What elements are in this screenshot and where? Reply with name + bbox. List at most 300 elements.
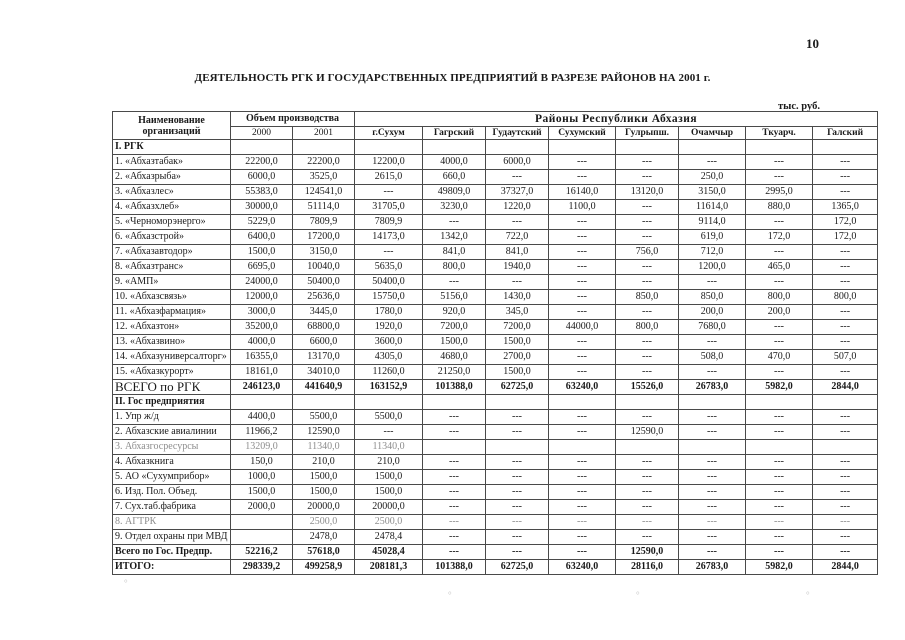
value-cell: 50400,0 [293, 275, 355, 290]
value-cell: 101388,0 [423, 560, 486, 575]
value-cell: --- [616, 155, 679, 170]
value-cell [679, 440, 746, 455]
value-cell: --- [813, 515, 878, 530]
value-cell: --- [616, 305, 679, 320]
value-cell [813, 140, 878, 155]
value-cell: --- [746, 470, 813, 485]
value-cell: 68800,0 [293, 320, 355, 335]
value-cell: 1500,0 [293, 485, 355, 500]
table-row [113, 380, 878, 395]
value-cell: 1500,0 [231, 485, 293, 500]
value-cell: --- [549, 530, 616, 545]
row-label: Всего по Гос. Предпр. [113, 545, 231, 560]
value-cell: 22200,0 [231, 155, 293, 170]
row-label: 14. «Абхазуниверсалторг» [113, 350, 231, 365]
value-cell: 841,0 [486, 245, 549, 260]
value-cell: 13120,0 [616, 185, 679, 200]
header-region: Гулрыпш. [616, 127, 679, 140]
value-cell: 13170,0 [293, 350, 355, 365]
table-row [113, 140, 878, 155]
row-label: 5. АО «Сухумприбор» [113, 470, 231, 485]
value-cell: 499258,9 [293, 560, 355, 575]
header-name: Наименование организаций [113, 112, 231, 140]
value-cell: --- [549, 365, 616, 380]
row-label: 5. «Черноморэнерго» [113, 215, 231, 230]
table-row [113, 515, 878, 530]
value-cell: 63240,0 [549, 380, 616, 395]
value-cell: 24000,0 [231, 275, 293, 290]
value-cell [813, 440, 878, 455]
value-cell: 841,0 [423, 245, 486, 260]
value-cell: --- [746, 335, 813, 350]
row-label: 13. «Абхазвино» [113, 335, 231, 350]
table-row [113, 440, 878, 455]
row-label: 3. Абхазгосресурсы [113, 440, 231, 455]
value-cell: --- [813, 170, 878, 185]
value-cell: --- [813, 500, 878, 515]
value-cell: 2995,0 [746, 185, 813, 200]
value-cell: --- [813, 485, 878, 500]
value-cell: 172,0 [813, 215, 878, 230]
value-cell: --- [616, 500, 679, 515]
value-cell: 800,0 [423, 260, 486, 275]
value-cell: --- [423, 545, 486, 560]
row-label: I. РГК [113, 140, 231, 155]
row-label: 9. Отдел охраны при МВД [113, 530, 231, 545]
value-cell: 16140,0 [549, 185, 616, 200]
value-cell [293, 395, 355, 410]
value-cell: --- [616, 275, 679, 290]
value-cell [231, 140, 293, 155]
row-label: 12. «Абхазтон» [113, 320, 231, 335]
value-cell: --- [423, 275, 486, 290]
value-cell: 2500,0 [293, 515, 355, 530]
value-cell: --- [486, 530, 549, 545]
value-cell: 18161,0 [231, 365, 293, 380]
value-cell: 441640,9 [293, 380, 355, 395]
value-cell: --- [679, 455, 746, 470]
value-cell: 465,0 [746, 260, 813, 275]
value-cell: 35200,0 [231, 320, 293, 335]
value-cell: --- [486, 410, 549, 425]
value-cell: --- [746, 245, 813, 260]
value-cell: --- [679, 485, 746, 500]
value-cell: --- [355, 425, 423, 440]
value-cell: --- [746, 275, 813, 290]
value-cell: 210,0 [355, 455, 423, 470]
value-cell: --- [486, 485, 549, 500]
value-cell: 250,0 [679, 170, 746, 185]
value-cell: 1430,0 [486, 290, 549, 305]
value-cell: 800,0 [813, 290, 878, 305]
value-cell: 11966,2 [231, 425, 293, 440]
value-cell: --- [679, 545, 746, 560]
value-cell: --- [679, 275, 746, 290]
table-row [113, 530, 878, 545]
value-cell: 1500,0 [355, 470, 423, 485]
value-cell: --- [746, 500, 813, 515]
value-cell: 22200,0 [293, 155, 355, 170]
table-row [113, 335, 878, 350]
table-row [113, 365, 878, 380]
table-row [113, 155, 878, 170]
value-cell: --- [549, 425, 616, 440]
value-cell [293, 140, 355, 155]
value-cell: --- [486, 275, 549, 290]
value-cell: --- [813, 455, 878, 470]
value-cell: 3230,0 [423, 200, 486, 215]
value-cell: 6000,0 [486, 155, 549, 170]
value-cell: 2700,0 [486, 350, 549, 365]
value-cell: --- [746, 170, 813, 185]
header-region: Ткуарч. [746, 127, 813, 140]
row-label: 8. АГТРК [113, 515, 231, 530]
value-cell: --- [616, 530, 679, 545]
value-cell [549, 440, 616, 455]
value-cell: 17200,0 [293, 230, 355, 245]
value-cell: --- [746, 410, 813, 425]
table-row [113, 455, 878, 470]
value-cell: --- [486, 500, 549, 515]
value-cell: 11340,0 [355, 440, 423, 455]
value-cell [679, 140, 746, 155]
row-label: II. Гос предприятия [113, 395, 231, 410]
row-label: ИТОГО: [113, 560, 231, 575]
header-region: Очамчыр [679, 127, 746, 140]
value-cell: 15526,0 [616, 380, 679, 395]
value-cell: 57618,0 [293, 545, 355, 560]
value-cell: --- [679, 155, 746, 170]
value-cell: 12590,0 [293, 425, 355, 440]
value-cell: --- [549, 545, 616, 560]
value-cell: --- [423, 410, 486, 425]
scan-mark: ° [806, 590, 810, 600]
value-cell: 4305,0 [355, 350, 423, 365]
value-cell: 4400,0 [231, 410, 293, 425]
value-cell: --- [423, 530, 486, 545]
value-cell: --- [549, 215, 616, 230]
value-cell: 200,0 [746, 305, 813, 320]
table-row [113, 245, 878, 260]
table-row [113, 305, 878, 320]
value-cell [486, 140, 549, 155]
value-cell: 3600,0 [355, 335, 423, 350]
value-cell: --- [549, 410, 616, 425]
table-row [113, 500, 878, 515]
value-cell: --- [616, 335, 679, 350]
value-cell: --- [486, 545, 549, 560]
value-cell: --- [549, 515, 616, 530]
value-cell: 7809,9 [293, 215, 355, 230]
value-cell: 28116,0 [616, 560, 679, 575]
value-cell: --- [423, 500, 486, 515]
value-cell: --- [549, 485, 616, 500]
value-cell: 15750,0 [355, 290, 423, 305]
value-cell: --- [616, 365, 679, 380]
value-cell: 26783,0 [679, 380, 746, 395]
scan-mark: ° [448, 590, 452, 600]
value-cell: 63240,0 [549, 560, 616, 575]
value-cell: --- [549, 245, 616, 260]
header-year-2001: 2001 [293, 127, 355, 140]
value-cell: --- [486, 470, 549, 485]
value-cell: 6600,0 [293, 335, 355, 350]
value-cell: 850,0 [616, 290, 679, 305]
value-cell [423, 440, 486, 455]
value-cell: --- [813, 545, 878, 560]
row-label: 6. Изд. Пол. Объед. [113, 485, 231, 500]
row-label: 2. Абхазские авиалинии [113, 425, 231, 440]
value-cell: 850,0 [679, 290, 746, 305]
value-cell: 1500,0 [231, 245, 293, 260]
value-cell: 722,0 [486, 230, 549, 245]
value-cell: 172,0 [813, 230, 878, 245]
value-cell: 12000,0 [231, 290, 293, 305]
value-cell: --- [679, 470, 746, 485]
table-row [113, 560, 878, 575]
value-cell: --- [813, 365, 878, 380]
value-cell: --- [813, 410, 878, 425]
row-label: 15. «Абхазкурорт» [113, 365, 231, 380]
table-row [113, 485, 878, 500]
value-cell [679, 395, 746, 410]
value-cell: --- [423, 215, 486, 230]
value-cell: 6695,0 [231, 260, 293, 275]
value-cell [486, 395, 549, 410]
value-cell: 712,0 [679, 245, 746, 260]
value-cell: 172,0 [746, 230, 813, 245]
value-cell: 44000,0 [549, 320, 616, 335]
value-cell: 298339,2 [231, 560, 293, 575]
header-region: Сухумский [549, 127, 616, 140]
value-cell: --- [679, 530, 746, 545]
value-cell: --- [746, 530, 813, 545]
value-cell: 7200,0 [486, 320, 549, 335]
value-cell: 2478,4 [355, 530, 423, 545]
table-row [113, 545, 878, 560]
value-cell: --- [679, 410, 746, 425]
value-cell: 3525,0 [293, 170, 355, 185]
table-row [113, 185, 878, 200]
table-row [113, 425, 878, 440]
document-title: ДЕЯТЕЛЬНОСТЬ РГК И ГОСУДАРСТВЕННЫХ ПРЕДПРИЯТИЙ В РАЗРЕЗЕ РАЙОНОВ НА 2001 г. [194, 72, 711, 84]
value-cell: --- [746, 320, 813, 335]
value-cell: --- [746, 155, 813, 170]
value-cell: 1940,0 [486, 260, 549, 275]
value-cell: --- [549, 305, 616, 320]
value-cell: --- [549, 275, 616, 290]
value-cell: --- [679, 425, 746, 440]
value-cell: --- [549, 170, 616, 185]
value-cell: 1200,0 [679, 260, 746, 275]
table-row [113, 260, 878, 275]
value-cell [486, 440, 549, 455]
value-cell: 11260,0 [355, 365, 423, 380]
value-cell: 7809,9 [355, 215, 423, 230]
value-cell: 3150,0 [293, 245, 355, 260]
value-cell: --- [813, 530, 878, 545]
header-region: Галский [813, 127, 878, 140]
value-cell: --- [746, 215, 813, 230]
value-cell: 7680,0 [679, 320, 746, 335]
value-cell: --- [355, 185, 423, 200]
value-cell: --- [486, 515, 549, 530]
row-label: 10. «Абхазсвязь» [113, 290, 231, 305]
value-cell: 5229,0 [231, 215, 293, 230]
value-cell: --- [549, 335, 616, 350]
value-cell: 16355,0 [231, 350, 293, 365]
page-number: 10 [806, 36, 819, 51]
value-cell: --- [549, 155, 616, 170]
value-cell: 2000,0 [231, 500, 293, 515]
value-cell: --- [355, 245, 423, 260]
value-cell [549, 140, 616, 155]
value-cell: 14173,0 [355, 230, 423, 245]
value-cell: 12590,0 [616, 425, 679, 440]
value-cell [355, 140, 423, 155]
value-cell: 37327,0 [486, 185, 549, 200]
value-cell: 34010,0 [293, 365, 355, 380]
value-cell: 1780,0 [355, 305, 423, 320]
row-label: 2. «Абхазрыба» [113, 170, 231, 185]
value-cell: 1342,0 [423, 230, 486, 245]
value-cell: 50400,0 [355, 275, 423, 290]
value-cell: --- [616, 470, 679, 485]
value-cell: --- [746, 365, 813, 380]
table-row [113, 230, 878, 245]
scan-mark: ° [124, 578, 128, 588]
value-cell: --- [813, 305, 878, 320]
value-cell: --- [486, 425, 549, 440]
value-cell: 5156,0 [423, 290, 486, 305]
value-cell: 6000,0 [231, 170, 293, 185]
value-cell: 660,0 [423, 170, 486, 185]
value-cell: --- [549, 350, 616, 365]
value-cell: 5982,0 [746, 560, 813, 575]
value-cell: 11614,0 [679, 200, 746, 215]
row-label: 1. Упр ж/д [113, 410, 231, 425]
value-cell: --- [616, 515, 679, 530]
value-cell: 150,0 [231, 455, 293, 470]
value-cell: 756,0 [616, 245, 679, 260]
value-cell: 55383,0 [231, 185, 293, 200]
table-row [113, 410, 878, 425]
value-cell: 345,0 [486, 305, 549, 320]
value-cell: --- [679, 500, 746, 515]
table-row [113, 215, 878, 230]
value-cell: 2478,0 [293, 530, 355, 545]
value-cell: 20000,0 [293, 500, 355, 515]
header-volume: Объем производства [231, 112, 355, 127]
row-label: 9. «АМП» [113, 275, 231, 290]
value-cell: --- [746, 485, 813, 500]
row-label: 4. Абхазкнига [113, 455, 231, 470]
value-cell: 1000,0 [231, 470, 293, 485]
table-row [113, 470, 878, 485]
value-cell: 6400,0 [231, 230, 293, 245]
value-cell: --- [813, 185, 878, 200]
value-cell: 45028,4 [355, 545, 423, 560]
value-cell: --- [486, 170, 549, 185]
value-cell: 26783,0 [679, 560, 746, 575]
value-cell: 4680,0 [423, 350, 486, 365]
value-cell: 800,0 [616, 320, 679, 335]
value-cell: --- [423, 485, 486, 500]
table-row [113, 170, 878, 185]
value-cell: 30000,0 [231, 200, 293, 215]
value-cell [231, 395, 293, 410]
value-cell: 3150,0 [679, 185, 746, 200]
value-cell: --- [813, 155, 878, 170]
value-cell: --- [679, 515, 746, 530]
table-row [113, 320, 878, 335]
value-cell: --- [486, 215, 549, 230]
value-cell: --- [746, 455, 813, 470]
value-cell: --- [616, 260, 679, 275]
value-cell: 800,0 [746, 290, 813, 305]
value-cell: 5982,0 [746, 380, 813, 395]
value-cell: 62725,0 [486, 380, 549, 395]
value-cell: 51114,0 [293, 200, 355, 215]
header-regions: Районы Республики Абхазия [355, 112, 878, 127]
value-cell: 200,0 [679, 305, 746, 320]
value-cell: 507,0 [813, 350, 878, 365]
scan-mark: ° [636, 590, 640, 600]
value-cell: 1500,0 [486, 365, 549, 380]
value-cell: 12200,0 [355, 155, 423, 170]
value-cell: --- [813, 470, 878, 485]
row-label: 6. «Абхазстрой» [113, 230, 231, 245]
value-cell: 508,0 [679, 350, 746, 365]
value-cell: 25636,0 [293, 290, 355, 305]
value-cell: 52216,2 [231, 545, 293, 560]
value-cell: 5500,0 [293, 410, 355, 425]
table-row [113, 395, 878, 410]
value-cell: --- [813, 245, 878, 260]
value-cell: 124541,0 [293, 185, 355, 200]
value-cell [813, 395, 878, 410]
value-cell [746, 440, 813, 455]
table-row [113, 290, 878, 305]
row-label: ВСЕГО по РГК [113, 380, 231, 395]
value-cell: --- [616, 215, 679, 230]
value-cell: --- [746, 425, 813, 440]
value-cell: --- [616, 410, 679, 425]
value-cell: 1500,0 [355, 485, 423, 500]
value-cell: 163152,9 [355, 380, 423, 395]
value-cell: --- [813, 335, 878, 350]
value-cell: --- [549, 455, 616, 470]
value-cell: 31705,0 [355, 200, 423, 215]
value-cell [231, 515, 293, 530]
value-cell [549, 395, 616, 410]
value-cell: --- [679, 335, 746, 350]
value-cell: --- [616, 200, 679, 215]
value-cell: 1920,0 [355, 320, 423, 335]
unit-label: тыс. руб. [778, 101, 820, 112]
value-cell: 13209,0 [231, 440, 293, 455]
value-cell: 20000,0 [355, 500, 423, 515]
value-cell: 9114,0 [679, 215, 746, 230]
value-cell: 1500,0 [486, 335, 549, 350]
header-region: г.Сухум [355, 127, 423, 140]
value-cell [746, 395, 813, 410]
row-label: 3. «Абхазлес» [113, 185, 231, 200]
value-cell: 2844,0 [813, 560, 878, 575]
value-cell: --- [746, 515, 813, 530]
header-region: Гудаутский [486, 127, 549, 140]
value-cell: 7200,0 [423, 320, 486, 335]
